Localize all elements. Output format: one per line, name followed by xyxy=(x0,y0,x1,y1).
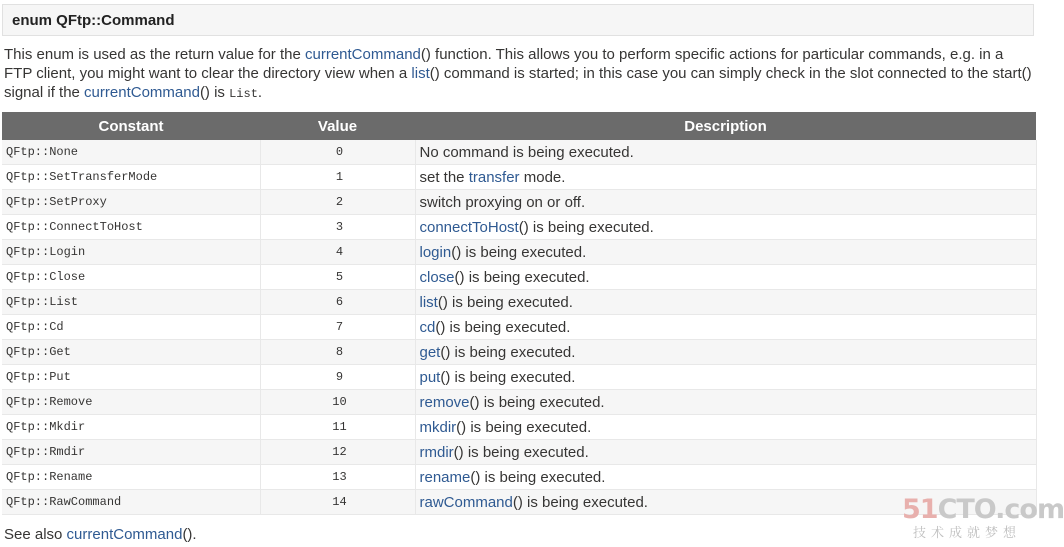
description-text: () is being executed. xyxy=(518,218,654,236)
constant-cell: QFtp::Put xyxy=(2,365,260,390)
enum-heading: enum QFtp::Command xyxy=(12,12,175,29)
table-row xyxy=(2,440,1036,465)
description-text: () is being executed. xyxy=(470,468,606,486)
description-header: Description xyxy=(415,112,1036,140)
value-header: Value xyxy=(260,112,415,140)
table-header-row xyxy=(2,112,1036,140)
constant-cell: QFtp::Close xyxy=(2,265,260,290)
description-link[interactable]: get xyxy=(419,343,441,361)
value-cell: 7 xyxy=(260,315,415,340)
description-text: () is being executed. xyxy=(454,268,590,286)
value-cell: 11 xyxy=(260,415,415,440)
description-cell xyxy=(415,390,1036,415)
constant-cell: QFtp::SetProxy xyxy=(2,190,260,215)
constant-cell: QFtp::Rename xyxy=(2,465,260,490)
current-command-link-2[interactable]: currentCommand xyxy=(84,84,200,101)
description-cell xyxy=(415,415,1036,440)
description-text: () is being executed. xyxy=(512,493,648,511)
constant-cell: QFtp::Cd xyxy=(2,315,260,340)
description-text: () is being executed. xyxy=(451,243,587,261)
value-cell: 0 xyxy=(260,140,415,165)
description-link[interactable]: login xyxy=(419,243,452,261)
description-text: () is being executed. xyxy=(456,418,592,436)
value-cell: 2 xyxy=(260,190,415,215)
table-row xyxy=(2,190,1036,215)
table-row xyxy=(2,240,1036,265)
description-cell xyxy=(415,465,1036,490)
description-link[interactable]: rename xyxy=(419,468,471,486)
value-cell: 3 xyxy=(260,215,415,240)
value-cell: 14 xyxy=(260,490,415,515)
intro-text-3: () command is started; in this case you can simply check in the slot connected to the start() signal if the xyxy=(4,65,1032,101)
value-cell: 1 xyxy=(260,165,415,190)
description-cell xyxy=(415,315,1036,340)
constant-cell: QFtp::Rmdir xyxy=(2,440,260,465)
table-row xyxy=(2,415,1036,440)
value-cell: 4 xyxy=(260,240,415,265)
section-title-bar xyxy=(2,4,1034,36)
constant-cell: QFtp::Mkdir xyxy=(2,415,260,440)
table-row xyxy=(2,490,1036,515)
table-row xyxy=(2,290,1036,315)
table-row xyxy=(2,140,1036,165)
value-cell: 13 xyxy=(260,465,415,490)
description-link[interactable]: rmdir xyxy=(419,443,454,461)
intro-paragraph xyxy=(4,45,1034,104)
see-also-suffix: (). xyxy=(182,526,197,543)
intro-text-1: This enum is used as the return value for the xyxy=(4,46,305,63)
description-cell xyxy=(415,290,1036,315)
description-text: switch proxying on or off. xyxy=(419,193,586,211)
description-link[interactable]: rawCommand xyxy=(419,493,513,511)
value-cell: 8 xyxy=(260,340,415,365)
intro-text-2: () function. This allows you to perform specific actions for particular commands, e.g. in a FTP client, you might want to clear the directory view when a xyxy=(4,46,1004,82)
value-cell: 12 xyxy=(260,440,415,465)
description-link[interactable]: close xyxy=(419,268,455,286)
table-row xyxy=(2,340,1036,365)
see-also-current-command-link[interactable]: currentCommand xyxy=(66,526,183,543)
current-command-link[interactable]: currentCommand xyxy=(305,46,421,63)
description-text: () is being executed. xyxy=(469,393,605,411)
description-text: mode. xyxy=(519,168,566,186)
description-link[interactable]: remove xyxy=(419,393,470,411)
see-also xyxy=(4,525,197,544)
constant-cell: QFtp::Remove xyxy=(2,390,260,415)
description-cell xyxy=(415,215,1036,240)
constant-cell: QFtp::SetTransferMode xyxy=(2,165,260,190)
description-cell xyxy=(415,440,1036,465)
table-row xyxy=(2,465,1036,490)
description-cell xyxy=(415,240,1036,265)
value-cell: 9 xyxy=(260,365,415,390)
description-link[interactable]: transfer xyxy=(468,168,520,186)
constant-cell: QFtp::Get xyxy=(2,340,260,365)
intro-text-4: () is xyxy=(199,84,230,101)
table-row xyxy=(2,315,1036,340)
constant-cell: QFtp::Login xyxy=(2,240,260,265)
constant-cell: QFtp::None xyxy=(2,140,260,165)
description-text: () is being executed. xyxy=(440,368,576,386)
command-value-table xyxy=(2,112,1037,515)
value-cell: 10 xyxy=(260,390,415,415)
description-prefix: set the xyxy=(419,168,469,186)
description-text: () is being executed. xyxy=(435,318,571,336)
description-text: () is being executed. xyxy=(437,293,573,311)
description-link[interactable]: put xyxy=(419,368,441,386)
list-link[interactable]: list xyxy=(411,65,430,82)
list-code: List xyxy=(229,87,258,101)
description-text: () is being executed. xyxy=(453,443,589,461)
site-watermark-logo: 51CTO.com 技术成就梦想 xyxy=(902,494,1064,540)
description-link[interactable]: mkdir xyxy=(419,418,457,436)
description-link[interactable]: connectToHost xyxy=(419,218,519,236)
description-cell xyxy=(415,265,1036,290)
table-row xyxy=(2,165,1036,190)
description-cell xyxy=(415,140,1036,165)
description-cell xyxy=(415,340,1036,365)
see-also-prefix: See also xyxy=(4,526,67,543)
description-cell xyxy=(415,165,1036,190)
description-text: No command is being executed. xyxy=(419,143,634,161)
table-row xyxy=(2,265,1036,290)
constant-cell: QFtp::List xyxy=(2,290,260,315)
description-cell xyxy=(415,365,1036,390)
table-body xyxy=(2,140,1036,515)
table-row xyxy=(2,390,1036,415)
table-row xyxy=(2,215,1036,240)
description-link[interactable]: list xyxy=(419,293,438,311)
constant-cell: QFtp::ConnectToHost xyxy=(2,215,260,240)
description-link[interactable]: cd xyxy=(419,318,436,336)
constant-cell: QFtp::RawCommand xyxy=(2,490,260,515)
description-text: () is being executed. xyxy=(440,343,576,361)
value-cell: 6 xyxy=(260,290,415,315)
value-cell: 5 xyxy=(260,265,415,290)
description-cell xyxy=(415,190,1036,215)
table-row xyxy=(2,365,1036,390)
intro-text-5: . xyxy=(257,84,263,101)
constant-header: Constant xyxy=(2,112,260,140)
